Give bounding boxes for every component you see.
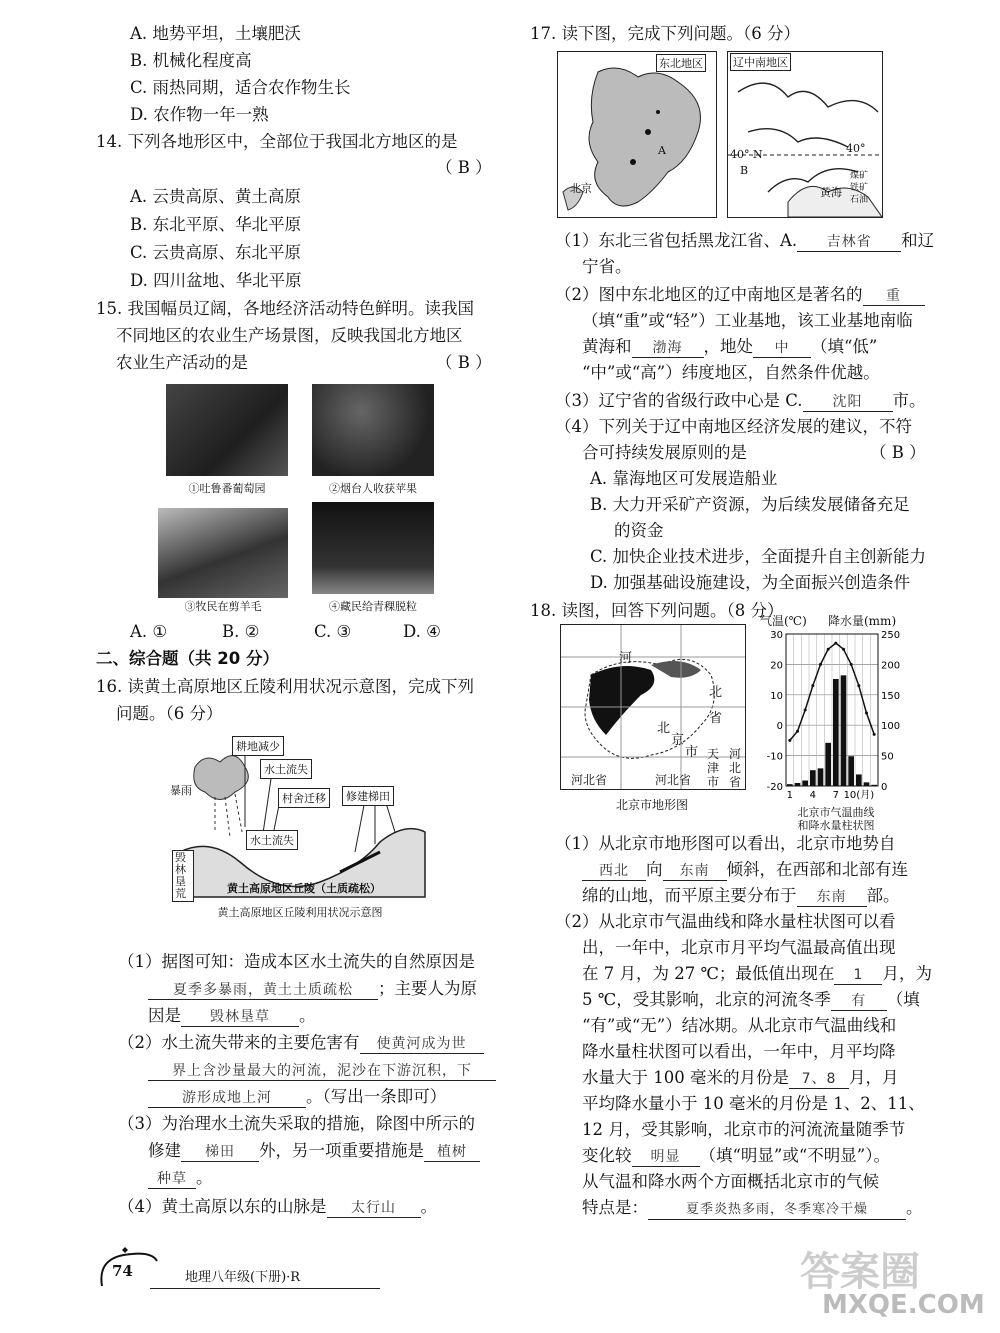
map-label-3: 省 [709, 711, 723, 726]
q17-p4-option-a: A. 靠海地区可发展造船业 [590, 469, 778, 488]
q16-p1-text: （1）据图可知：造成本区水土流失的自然原因是 [118, 952, 475, 971]
map-label-13: 河北省 [571, 773, 608, 787]
legend-iron: 铁矿 [850, 183, 869, 193]
q16-p3-text-b: 修建 [148, 1141, 181, 1160]
q16-answer-measure-1: 植树 [424, 1143, 480, 1162]
precip-bar-4 [810, 770, 816, 786]
photo-grape-vineyard [166, 384, 288, 476]
q16-stem-2: 问题。（6 分） [116, 704, 223, 723]
photo-caption-3: ③牧民在剪羊毛 [184, 600, 262, 613]
photo-apple-harvest [312, 384, 434, 476]
q18-p2-text-e: “有”或“无”）结冰期。从北京市气温曲线和 [582, 1016, 897, 1035]
label-40-right: 40° [846, 142, 866, 155]
loess-diagram [170, 732, 432, 922]
q17-p1-text-c: 宁省。 [582, 257, 632, 276]
q16-answer-measure-2: 种草 [148, 1170, 196, 1189]
right-tick-label: 250 [881, 630, 901, 641]
q16-p1-text-c: 因是 [148, 1006, 181, 1025]
right-tick-label: 0 [881, 782, 888, 793]
map-label-10: 河 [729, 747, 742, 761]
photo-barley-threshing [312, 502, 434, 594]
q18-p2-text-n: 特点是： [582, 1198, 648, 1217]
q18-p2-text-2: 出，一年中，北京市月平均气温最高值出现 [582, 938, 896, 957]
q15-answer: （ B ） [436, 353, 492, 372]
q15-option-b: B. ② [222, 622, 260, 641]
q17-p1-text-b: 和辽 [901, 231, 935, 250]
q16-answer-terraces: 梯田 [181, 1143, 259, 1162]
q16-p1-text-b: ；主要人为原 [378, 979, 477, 998]
map-label-12: 省 [729, 775, 742, 789]
label-deforestation: 毁林垦荒 [172, 850, 194, 902]
photo-caption-4: ④藏民给青稞脱粒 [329, 600, 417, 613]
legend-oil: 石油 [850, 195, 869, 205]
q17-answer-shenyang: 沈阳 [803, 393, 893, 412]
q18-answer-freeze: 有 [831, 992, 887, 1011]
q13-option-c: C. 雨热同期，适合农作物生长 [130, 78, 351, 97]
q18-answer-wet-months: 7、8 [789, 1070, 849, 1089]
q18-p1-text: （1）从北京市地形图可以看出，北京市地势自 [555, 834, 896, 853]
q18-answer-coldest-month: 1 [834, 966, 882, 985]
x-tick-label: 1 [786, 790, 794, 801]
precip-bar-12 [871, 785, 877, 786]
temperature-point-3 [804, 709, 807, 712]
q18-p2-text-a: 在 7 月，为 27 ℃；最低值出现在 [582, 964, 835, 983]
q18-p2-text-m: 从气温和降水两个方面概括北京市的气候 [582, 1172, 879, 1191]
q17-p2-text-b: （填“重”或“轻”）工业基地，该工业基地南临 [582, 311, 913, 330]
q17-p2-text-d: ，地处 [703, 337, 753, 356]
q17-p1-text: （1）东北三省包括黑龙江省、A. [555, 231, 798, 250]
q16-answer-hazard-1: 使黄河成为世 [360, 1035, 484, 1054]
map-label-7: 天 [707, 747, 720, 761]
q16-answer-human-cause: 毁林垦草 [181, 1008, 299, 1027]
watermark-site: MXQE.COM [822, 1290, 985, 1320]
right-tick-label: 150 [881, 690, 901, 702]
q17-stem: 17. 读下图，完成下列问题。（6 分） [530, 24, 800, 43]
q15-stem-2: 不同地区的农业生产场景图，反映我国北方地区 [116, 326, 463, 345]
q17-p4-text-1: （4）下列关于辽中南地区经济发展的建议，不符 [555, 417, 912, 436]
map-label-1: 河 [619, 651, 633, 666]
q16-p4-text-b: 。 [420, 1197, 437, 1216]
temperature-point-11 [865, 712, 868, 715]
footer-rule [150, 1288, 380, 1289]
left-tick-label: 20 [770, 660, 783, 672]
q16-answer-hazard-2: 界上含沙量最大的河流，泥沙在下游沉积，下 [148, 1062, 496, 1081]
map-label-11: 北 [729, 761, 742, 775]
label-soil-erosion: 水土流失 [246, 830, 298, 850]
right-tick-label: 50 [881, 751, 894, 763]
photo-sheep-shearing [158, 508, 288, 598]
temperature-point-9 [850, 663, 853, 666]
q18-answer-southeast: 东南 [663, 862, 727, 881]
label-build-terraces: 修建梯田 [342, 786, 394, 806]
watermark-logo: 答案圈 [800, 1248, 920, 1295]
q17-p4-option-b-cont: 的资金 [614, 521, 664, 540]
temperature-point-10 [857, 684, 860, 687]
q15-option-c: C. ③ [314, 622, 352, 641]
right-tick-label: 200 [881, 660, 901, 672]
photo-caption-2: ②烟台人收获苹果 [329, 482, 417, 495]
q18-p2-text-c: 5 ℃，受其影响，北京的河流冬季 [582, 990, 831, 1009]
map-label-9: 市 [707, 775, 720, 789]
q18-p1-text-c: 倾斜，在西部和北部有连 [726, 860, 908, 879]
q18-p2-text-i: 平均降水量小于 10 毫米的月份是 1、2、11、 [582, 1094, 925, 1113]
precip-bar-6 [825, 743, 831, 786]
q14-stem: 14. 下列各地形区中，全部位于我国北方地区的是 [96, 132, 458, 151]
q15-option-a: A. ① [130, 622, 168, 641]
x-tick-label: 10(月) [843, 790, 875, 801]
q17-p4-text-2: 合可持续发展原则的是 [582, 443, 747, 462]
left-tick-label: -20 [766, 782, 783, 793]
q16-answer-natural-cause: 夏季多暴雨，黄土土质疏松 [148, 981, 378, 1000]
precip-bar-2 [795, 783, 801, 786]
q18-answer-northwest: 西北 [582, 862, 646, 881]
precip-bar-8 [841, 675, 847, 786]
map-northeast [557, 51, 717, 218]
q16-answer-hazard-3: 游形成地上河 [148, 1089, 306, 1108]
right-tick-label: 100 [881, 721, 901, 733]
q14-option-c: C. 云贵高原、东北平原 [130, 243, 302, 262]
temperature-point-4 [811, 684, 814, 687]
label-northeast-region: 东北地区 [656, 54, 706, 72]
x-tick-label: 4 [809, 790, 817, 801]
temperature-point-12 [873, 733, 876, 736]
q18-p2-text-b: 月，为 [882, 964, 932, 983]
q17-p3-text: （3）辽宁省的省级行政中心是 C. [555, 391, 803, 410]
q14-option-b: B. 东北平原、华北平原 [130, 215, 302, 234]
label-loess-hill: 黄土高原地区丘陵（土质疏松） [227, 882, 381, 895]
map-label-14: 河北省 [655, 773, 692, 787]
q18-answer-obvious: 明显 [632, 1148, 700, 1167]
q18-answer-climate: 夏季炎热多雨，冬季寒冷干燥 [648, 1201, 906, 1220]
q16-p2-text-b: 。（写出一条即可） [306, 1087, 447, 1106]
q14-option-d: D. 四川盆地、华北平原 [130, 271, 302, 290]
precip-bar-3 [802, 781, 808, 786]
label-liaozhongnan-region: 辽中南地区 [730, 53, 791, 71]
q17-p2-text: （2）图中东北地区的辽中南地区是著名的 [555, 285, 863, 304]
map-label-6: 市 [685, 745, 699, 760]
q16-p2-text: （2）水土流失带来的主要危害有 [118, 1033, 360, 1052]
q18-answer-plain-location: 东南 [797, 888, 867, 907]
q17-p4-answer: （ B ） [870, 443, 926, 462]
q17-p2-text-f: “中”或“高”）纬度地区，自然条件优越。 [582, 363, 880, 382]
chart-ylabel-left: 气温(℃) [760, 614, 807, 628]
map-beijing [560, 624, 746, 790]
map-label-8: 津 [707, 761, 720, 775]
q18-p2-text-1: （2）从北京市气温曲线和降水量柱状图可以看 [555, 912, 896, 931]
label-soil-erosion-top: 水土流失 [260, 759, 312, 779]
label-village-relocation: 村舍迁移 [278, 788, 330, 808]
chart-caption-1: 北京市气温曲线 [797, 806, 875, 819]
legend-coal: 煤矿 [850, 171, 869, 181]
q17-p4-option-d: D. 加强基础设施建设，为全面振兴创造条件 [590, 573, 911, 592]
q13-option-a: A. 地势平坦，土壤肥沃 [130, 24, 301, 43]
label-point-b: B [740, 164, 749, 177]
map-label-5: 京 [671, 733, 685, 748]
q17-p4-option-b: B. 大力开采矿产资源，为后续发展储备充足 [590, 495, 910, 514]
climate-chart [756, 612, 916, 832]
precip-bar-9 [848, 756, 854, 786]
q15-stem-3: 农业生产活动的是 [116, 353, 248, 372]
q16-p1-text-d: 。 [299, 1006, 316, 1025]
q18-stem: 18. 读图，回答下列问题。（8 分） [530, 601, 784, 620]
map-liaozhongnan [727, 51, 883, 218]
q18-p1-text-b: 向 [646, 860, 663, 879]
q16-stem-1: 16. 读黄土高原地区丘陵利用状况示意图，完成下列 [96, 677, 474, 696]
q17-p4-option-c: C. 加快企业技术进步，全面提升自主创新能力 [590, 547, 927, 566]
q14-answer: （ B ） [436, 158, 492, 177]
q16-p3-text: （3）为治理水土流失采取的措施，除图中所示的 [118, 1114, 475, 1133]
photo-caption-1: ①吐鲁番葡萄园 [188, 482, 266, 495]
label-rainstorm: 暴雨 [170, 784, 192, 797]
q16-p3-text-c: 外，另一项重要措施是 [259, 1141, 424, 1160]
q18-p2-text-o: 。 [906, 1198, 923, 1217]
left-tick-label: 0 [776, 721, 783, 733]
q17-p2-text-c: 黄海和 [582, 337, 632, 356]
map-label-2: 北 [709, 685, 723, 700]
q18-p2-text-j: 12 月，受其影响，北京市的河流流量随季节 [582, 1120, 906, 1139]
precip-bar-10 [856, 774, 862, 786]
q16-answer-mountain: 太行山 [327, 1199, 421, 1218]
temperature-point-6 [827, 648, 830, 651]
label-yellow-sea: 黄海 [820, 186, 842, 199]
climate-chart-svg [756, 626, 916, 806]
label-beijing: 北京 [570, 182, 592, 195]
q18-p2-text-g: 水量大于 100 毫米的月份是 [582, 1068, 789, 1087]
q18-p2-text-h: 月，月 [848, 1068, 899, 1087]
q17-answer-mid-latitude: 中 [753, 339, 811, 358]
q17-answer-heavy: 重 [863, 287, 925, 306]
page-number: 74 [112, 1262, 133, 1280]
temperature-point-7 [834, 642, 837, 645]
q18-p1-text-d: 绵的山地，而平原主要分布于 [582, 886, 797, 905]
q16-p3-text-d: 。 [196, 1168, 213, 1187]
section-2-heading: 二、综合题（共 20 分） [96, 649, 279, 668]
left-tick-label: 10 [770, 690, 783, 702]
x-tick-label: 7 [832, 790, 840, 801]
q18-p2-text-f: 降水量柱状图可以看出，一年中，月平均降 [582, 1042, 896, 1061]
q17-p3-text-b: 市。 [892, 391, 926, 410]
q18-p2-text-k: 变化较 [582, 1146, 632, 1165]
left-tick-label: 30 [770, 630, 783, 641]
q17-answer-jilin: 吉林省 [797, 233, 901, 252]
q14-option-a: A. 云贵高原、黄土高原 [130, 187, 301, 206]
label-farmland-reduced: 耕地减少 [232, 736, 284, 756]
precip-bar-1 [787, 784, 793, 786]
temperature-point-8 [842, 648, 845, 651]
beijing-map-caption: 北京市地形图 [615, 798, 688, 812]
left-tick-label: -10 [766, 751, 783, 763]
q17-answer-bohai: 渤海 [632, 339, 704, 358]
label-point-a: A [658, 144, 666, 157]
q13-option-b: B. 机械化程度高 [130, 51, 252, 70]
label-40n-left: 40° N [730, 148, 763, 161]
q15-option-d: D. ④ [403, 622, 441, 641]
precip-bar-11 [864, 782, 870, 786]
precip-bar-5 [818, 768, 824, 786]
q15-stem-1: 15. 我国幅员辽阔，各地经济活动特色鲜明。读我国 [96, 299, 474, 318]
temperature-point-1 [788, 739, 791, 742]
diagram-caption: 黄土高原地区丘陵利用状况示意图 [217, 906, 383, 919]
precip-bar-7 [833, 679, 839, 786]
map-label-4: 北 [657, 721, 671, 736]
chart-ylabel-right: 降水量(mm) [828, 614, 897, 628]
q18-p2-text-l: （填“明显”或“不明显”）。 [699, 1146, 890, 1165]
book-title: 地理八年级(下册)·R [185, 1270, 301, 1285]
q13-option-d: D. 农作物一年一熟 [130, 105, 269, 124]
temperature-point-5 [819, 663, 822, 666]
q17-p2-text-e: （填“低” [811, 337, 878, 356]
temperature-point-2 [796, 730, 799, 733]
q16-p4-text: （4）黄土高原以东的山脉是 [118, 1197, 327, 1216]
chart-caption-2: 和降水量柱状图 [797, 819, 875, 832]
q18-p2-text-d: （填 [886, 990, 920, 1009]
q18-p1-text-e: 部。 [866, 886, 900, 905]
